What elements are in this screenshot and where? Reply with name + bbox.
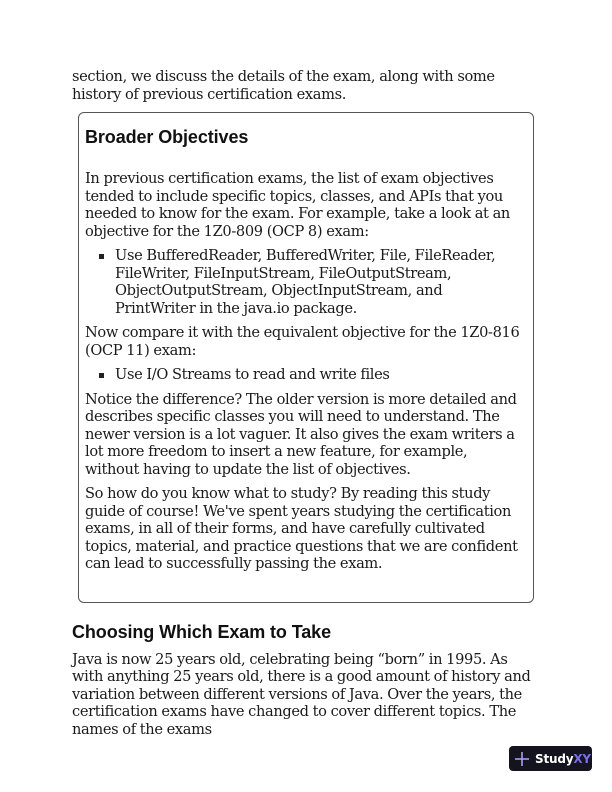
ocp11-objective-list bbox=[85, 366, 533, 384]
list-item-text: Use I/O Streams to read and write files bbox=[115, 366, 390, 383]
square-bullet-icon bbox=[99, 373, 104, 378]
badge-label bbox=[535, 752, 591, 766]
sidebar-paragraph-2: Now compare it with the equivalent objective for the 1Z0-816 (OCP 11) exam: bbox=[85, 324, 520, 359]
sidebar-paragraph-4: So how do you know what to study? By reading this study guide of course! We've spent years studying the certification exams, in all of their forms, and have carefully cultivated topics, material, and practice questions that we are confident can lead to successfully passing the exam. bbox=[85, 485, 518, 572]
sidebar-paragraph-3: Notice the difference? The older version is more detailed and describes specific classes you will need to understand. The newer version is a lot vaguer. It also gives the exam writers a lot more freedom to insert a new feature, for example, without having to update the list of objectives. bbox=[85, 390, 517, 478]
section-heading: Choosing Which Exam to Take bbox=[72, 621, 331, 642]
sidebar-box-broader-objectives bbox=[78, 112, 534, 603]
list-item-text: Use BufferedReader, BufferedWriter, File, FileReader, FileWriter, FileInputStream, FileOutputStream, ObjectOutputStream, ObjectInputStream, and PrintWriter in the java.io package. bbox=[115, 247, 496, 317]
list-item bbox=[115, 247, 533, 317]
square-bullet-icon bbox=[99, 254, 104, 259]
intro-paragraph: section, we discuss the details of the exam, along with some history of previous certification exams. bbox=[72, 68, 495, 103]
badge-label-accent: XY bbox=[573, 751, 591, 766]
document-page bbox=[72, 68, 542, 738]
sidebar-title: Broader Objectives bbox=[85, 127, 249, 147]
plus-icon bbox=[514, 751, 530, 767]
ocp8-objective-list bbox=[85, 247, 533, 317]
section-paragraph: Java is now 25 years old, celebrating being “born” in 1995. As with anything 25 years old, there is a good amount of history and variation between different versions of Java. Over the years, the certification exams have changed to cover different topics. The names of the exams bbox=[72, 650, 531, 738]
badge-label-main: Study bbox=[535, 751, 574, 766]
studyxy-badge[interactable] bbox=[509, 746, 592, 771]
list-item bbox=[115, 366, 533, 384]
sidebar-paragraph-1: In previous certification exams, the list of exam objectives tended to include specific topics, classes, and APIs that you needed to know for the exam. For example, take a look at an objective for the 1Z0-809 (OCP 8) exam: bbox=[85, 170, 510, 240]
